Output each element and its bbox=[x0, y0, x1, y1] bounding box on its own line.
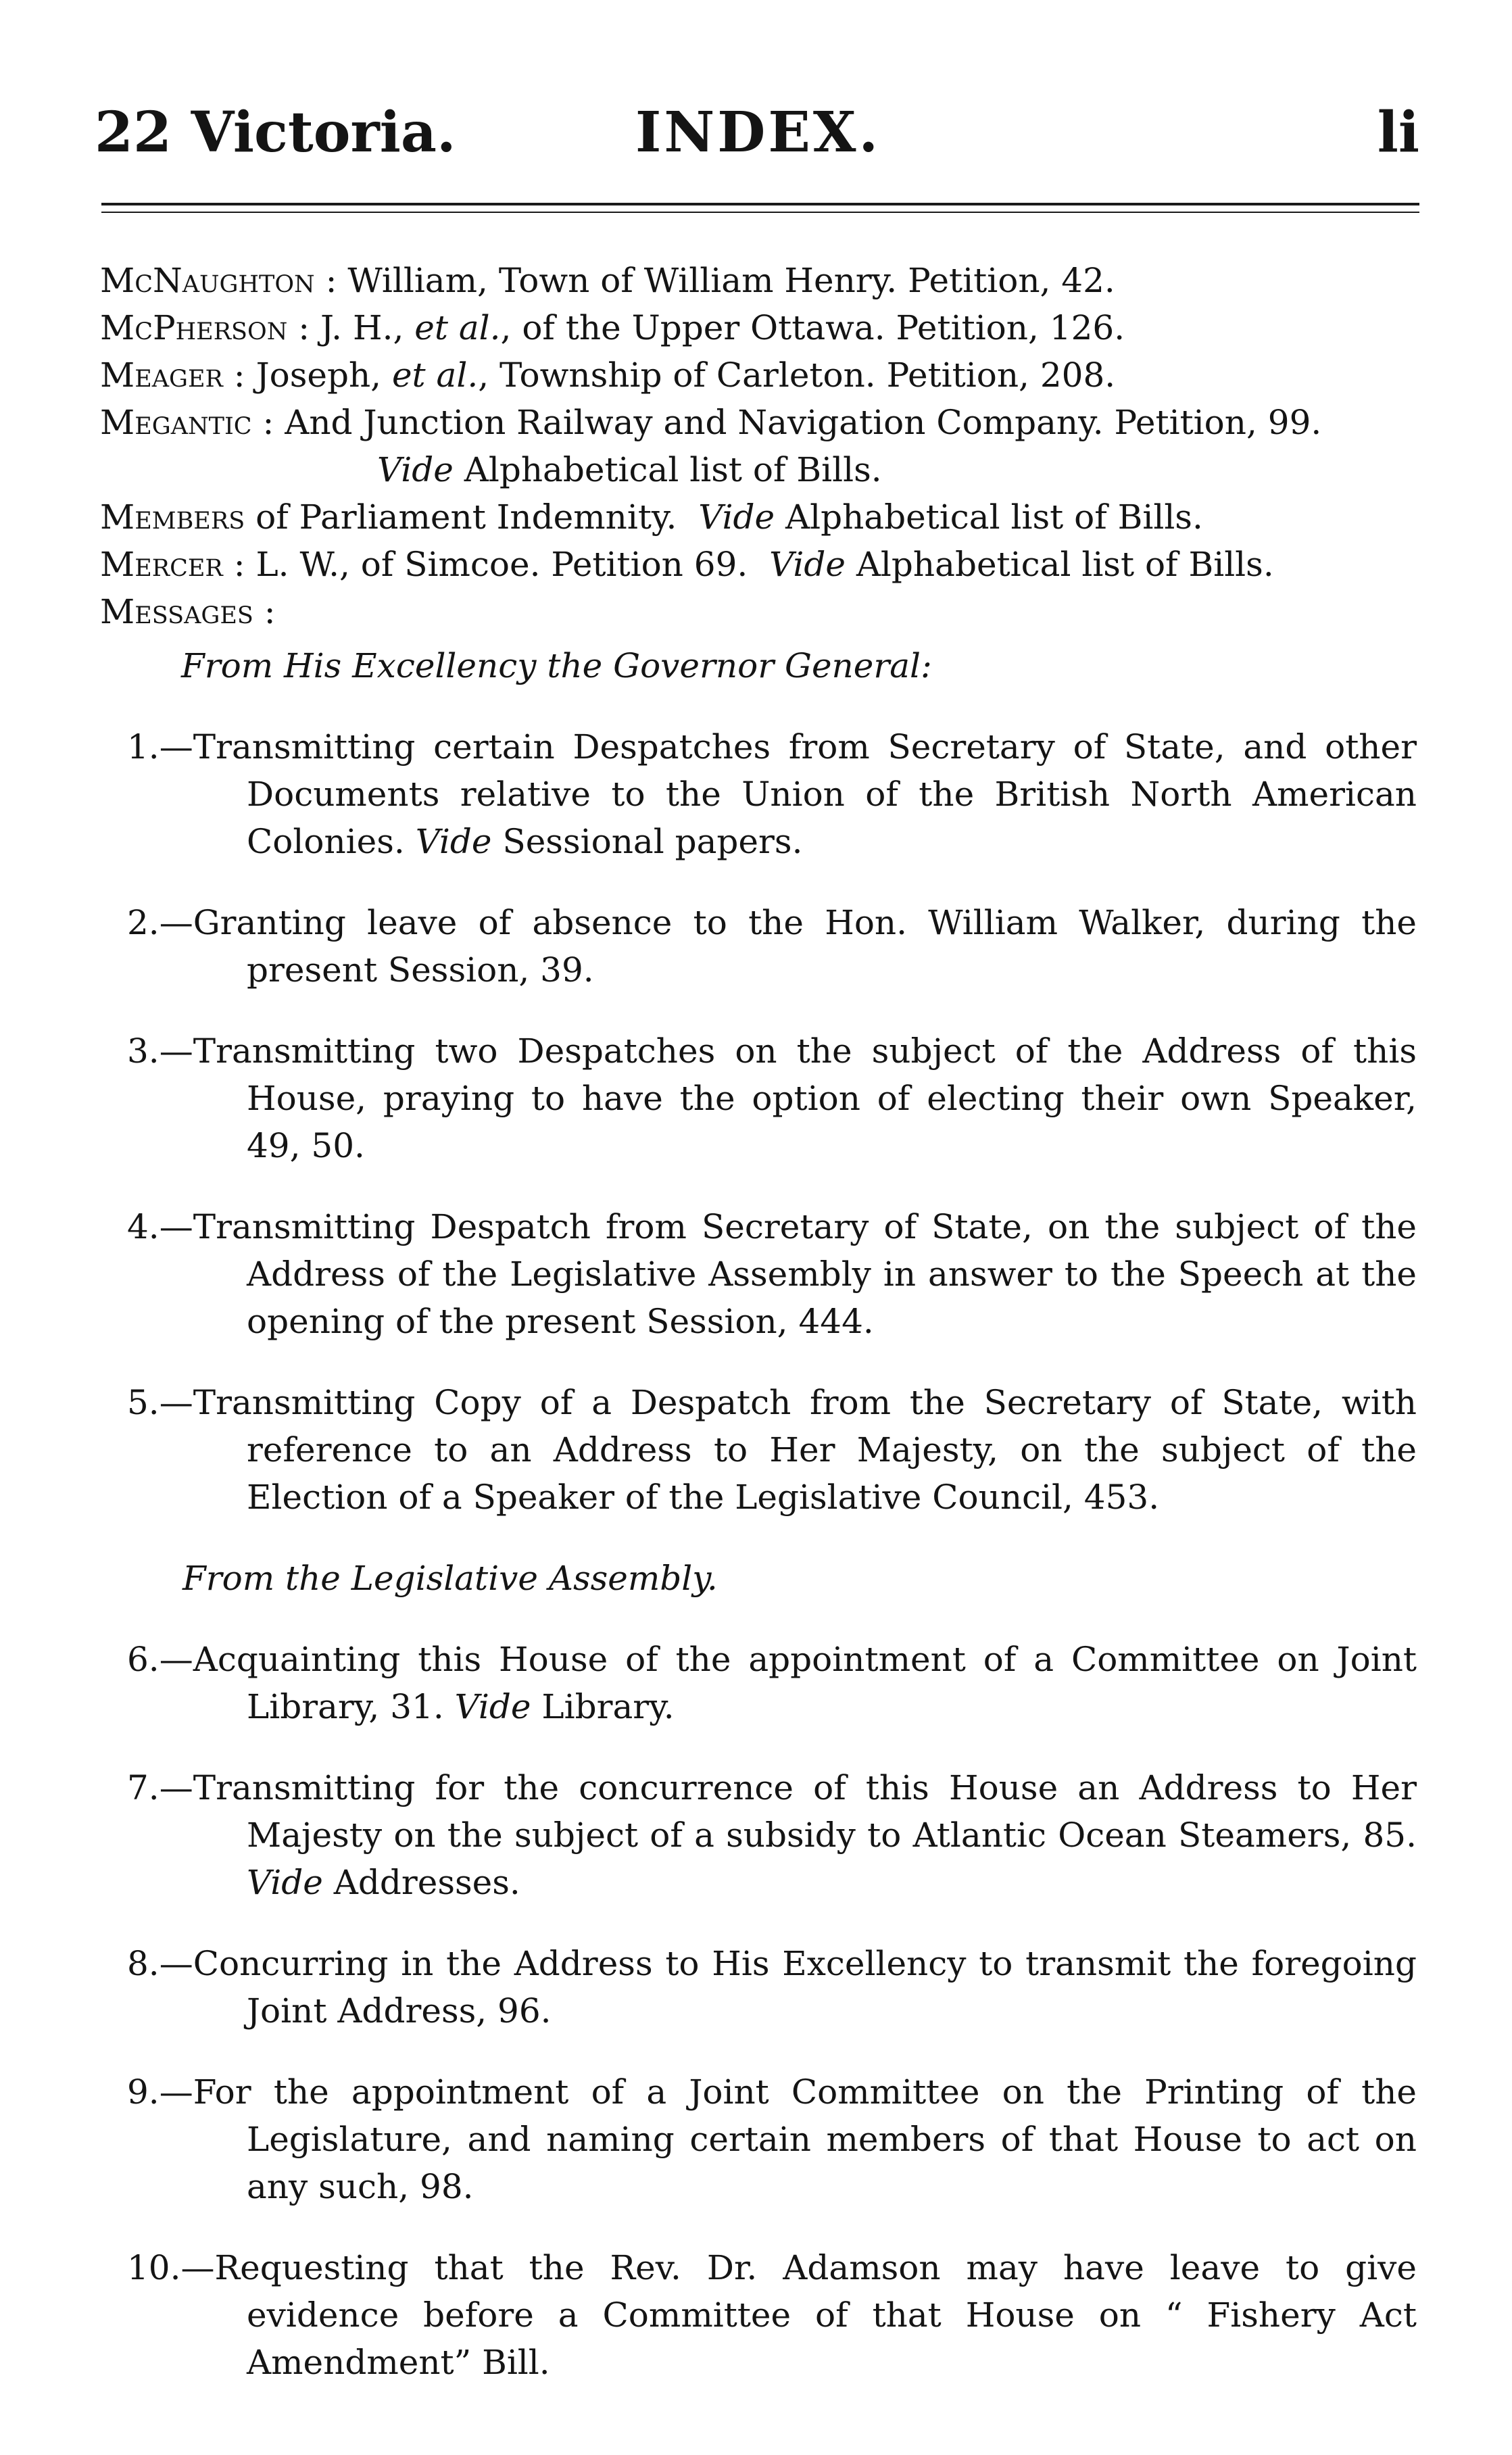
message-number: 4. bbox=[127, 1207, 160, 1246]
header-rule-top bbox=[101, 203, 1419, 205]
message-item bbox=[100, 1764, 1417, 1906]
entry-text: , Township of Carleton. Petition, 208. bbox=[478, 356, 1116, 395]
message-text: —Transmitting Despatch from Secretary of State, on the subject of the Address of the Legislative Assembly in answer to the Speech at the opening of the present Session, 444. bbox=[159, 1207, 1417, 1341]
entry-text: , of the Upper Ottawa. Petition, 126. bbox=[500, 308, 1125, 347]
message-item bbox=[100, 1203, 1417, 1345]
message-number: 10. bbox=[127, 2248, 181, 2287]
message-number: 7. bbox=[127, 1768, 160, 1807]
index-content bbox=[100, 257, 1417, 2420]
message-item bbox=[100, 1027, 1417, 1169]
entry-sep: : bbox=[262, 403, 274, 442]
index-entry-megantic-vide bbox=[100, 446, 1417, 493]
entry-name: Members bbox=[100, 497, 245, 537]
index-entry-megantic bbox=[100, 399, 1417, 446]
entry-text: L. W., of Simcoe. Petition 69. bbox=[255, 545, 748, 584]
index-entry-mcpherson bbox=[100, 304, 1417, 351]
vide-label: Vide bbox=[698, 497, 775, 537]
index-entry-mercer bbox=[100, 541, 1417, 588]
entry-name: Megantic bbox=[100, 403, 252, 442]
page-header bbox=[95, 100, 1419, 174]
message-text: —Transmitting for the concurrence of this House an Address to Her Majesty on the subject of a subsidy to Atlantic Ocean Steamers, 85. bbox=[159, 1768, 1417, 1855]
vide-text: Sessional papers. bbox=[502, 822, 803, 861]
entry-italic: et al. bbox=[391, 356, 479, 395]
entry-italic: et al. bbox=[414, 308, 501, 347]
message-number: 2. bbox=[127, 903, 160, 942]
section-heading: From His Excellency the Governor General: bbox=[181, 646, 932, 685]
entry-name: McPherson bbox=[100, 308, 288, 347]
page-number: li bbox=[1377, 100, 1419, 165]
vide-text: Addresses. bbox=[333, 1863, 520, 1902]
entry-name: Messages bbox=[100, 592, 253, 631]
index-entry-meager bbox=[100, 351, 1417, 399]
vide-text: Library. bbox=[541, 1687, 675, 1726]
index-entry-messages bbox=[100, 588, 1417, 635]
entry-sep: : bbox=[298, 308, 310, 347]
message-number: 5. bbox=[127, 1383, 160, 1422]
message-number: 1. bbox=[127, 727, 160, 767]
entry-sep: : bbox=[264, 592, 276, 631]
entry-sep: : bbox=[233, 356, 245, 395]
message-text: —Transmitting Copy of a Despatch from the Secretary of State, with reference to an Address to Her Majesty, on the subject of the Election of a Speaker of the Legislative Council, 453. bbox=[159, 1383, 1417, 1517]
message-item bbox=[100, 723, 1417, 865]
vide-label: Vide bbox=[247, 1863, 323, 1902]
message-item bbox=[100, 1940, 1417, 2035]
entry-text: And Junction Railway and Navigation Company. Petition, 99. bbox=[285, 403, 1322, 442]
message-item bbox=[100, 1636, 1417, 1730]
entry-name: McNaughton bbox=[100, 261, 315, 300]
index-entry-mcnaughton bbox=[100, 257, 1417, 304]
vide-label: Vide bbox=[415, 822, 492, 861]
message-number: 9. bbox=[127, 2072, 160, 2112]
vide-text: Alphabetical list of Bills. bbox=[856, 545, 1274, 584]
section-heading: From the Legislative Assembly. bbox=[182, 1559, 718, 1598]
message-number: 8. bbox=[127, 1944, 160, 1983]
message-number: 6. bbox=[127, 1640, 160, 1679]
header-title: INDEX. bbox=[635, 100, 881, 165]
vide-label: Vide bbox=[377, 450, 454, 489]
index-entry-members bbox=[100, 493, 1417, 541]
entry-sep: : bbox=[325, 261, 337, 300]
vide-text: Alphabetical list of Bills. bbox=[464, 450, 882, 489]
message-number: 3. bbox=[127, 1031, 160, 1071]
message-text: —Transmitting two Despatches on the subject of the Address of this House, praying to have the option of electing their own Speaker, 49, 50. bbox=[159, 1031, 1417, 1165]
message-text: —Concurring in the Address to His Excellency to transmit the foregoing Joint Address, 96. bbox=[159, 1944, 1417, 2031]
vide-text: Alphabetical list of Bills. bbox=[785, 497, 1203, 537]
message-text: —Transmitting certain Despatches from Secretary of State, and other Documents relative to the Union of the British North American Colonies. bbox=[159, 727, 1417, 861]
entry-pre: Joseph, bbox=[255, 356, 382, 395]
entry-name: Mercer bbox=[100, 545, 223, 584]
entry-text: William, Town of William Henry. Petition, 42. bbox=[347, 261, 1115, 300]
message-item bbox=[100, 1379, 1417, 1521]
message-text: —Granting leave of absence to the Hon. William Walker, during the present Session, 39. bbox=[159, 903, 1417, 990]
message-item bbox=[100, 2244, 1417, 2386]
entry-sep: : bbox=[233, 545, 245, 584]
entry-name: Meager bbox=[100, 356, 223, 395]
header-session: 22 Victoria. bbox=[95, 100, 456, 165]
header-rule-bottom bbox=[101, 212, 1419, 213]
message-text: —For the appointment of a Joint Committee on the Printing of the Legislature, and naming certain members of that House to act on any such, 98. bbox=[159, 2072, 1417, 2206]
entry-text: of Parliament Indemnity. bbox=[255, 497, 677, 537]
vide-label: Vide bbox=[454, 1687, 531, 1726]
message-text: —Requesting that the Rev. Dr. Adamson may have leave to give evidence before a Committee of that House on “ Fishery Act Amendment” Bill. bbox=[180, 2248, 1417, 2382]
message-text: —Acquainting this House of the appointment of a Committee on Joint Library, 31. bbox=[159, 1640, 1417, 1726]
message-item bbox=[100, 2068, 1417, 2210]
vide-label: Vide bbox=[769, 545, 846, 584]
entry-pre: J. H., bbox=[320, 308, 404, 347]
message-item bbox=[100, 899, 1417, 994]
